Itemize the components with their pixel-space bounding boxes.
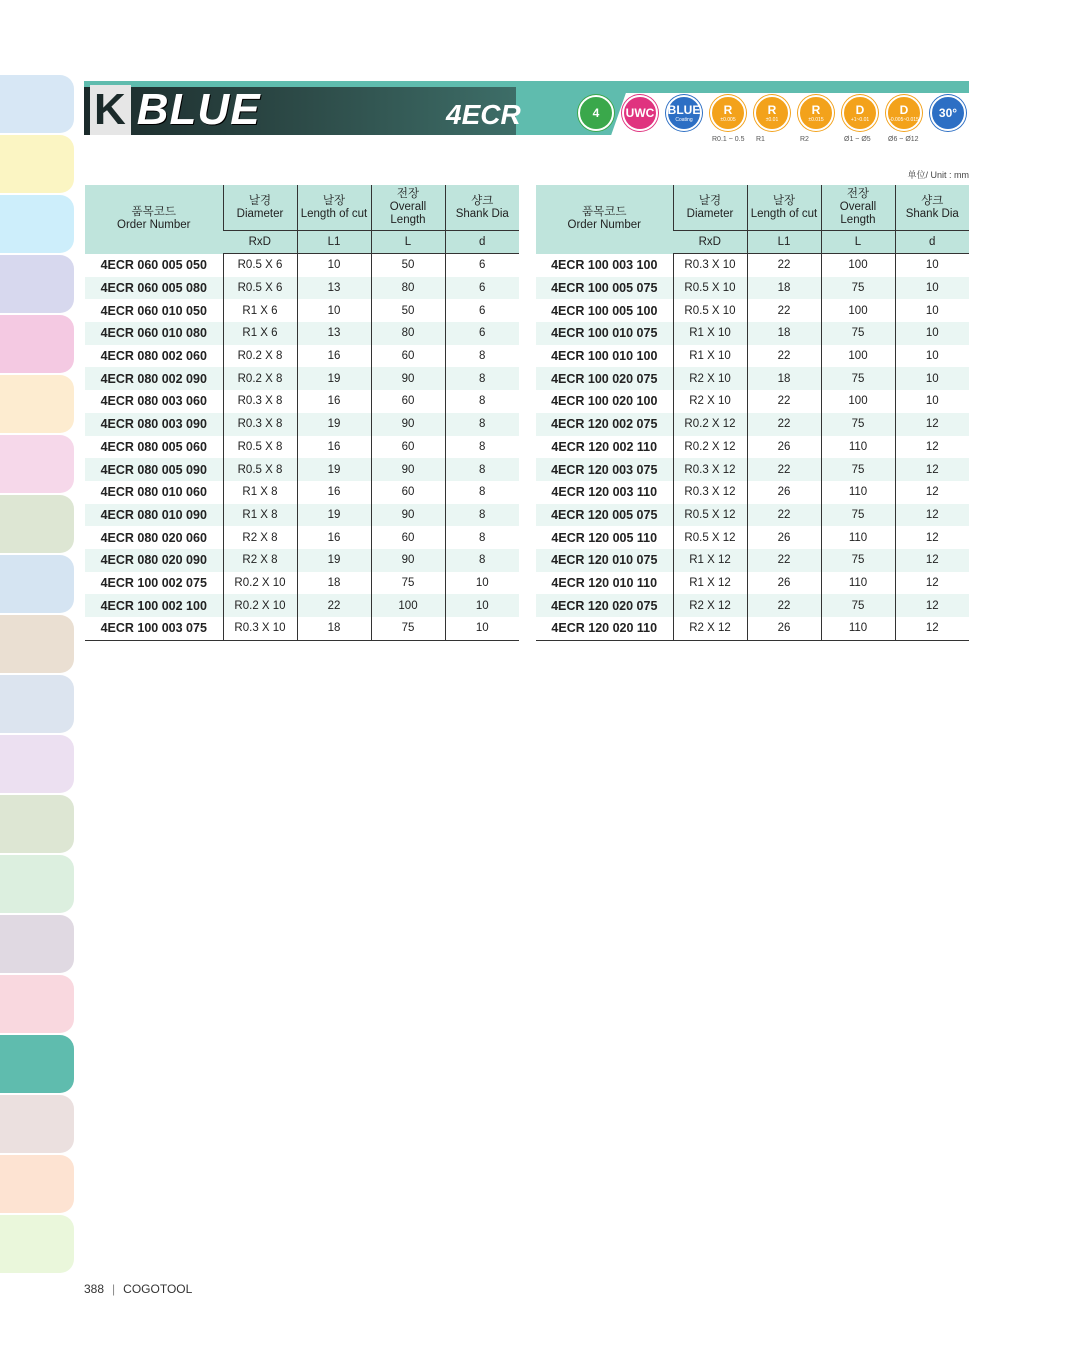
table-cell: 75 (821, 413, 895, 436)
table-cell: 22 (747, 549, 821, 572)
brand-word: BLUE (136, 85, 261, 134)
table-cell: 60 (371, 436, 445, 459)
page-number: 388 (84, 1282, 105, 1296)
table-cell: R0.2 X 12 (673, 413, 747, 436)
table-cell: 12 (895, 481, 969, 504)
order-number-header: 품목코드 Order Number (85, 185, 223, 254)
table-cell: 50 (371, 299, 445, 322)
table-cell: 19 (297, 504, 371, 527)
side-tab (0, 1215, 74, 1273)
table-cell: 80 (371, 277, 445, 300)
order-number-cell: 4ECR 120 005 110 (551, 530, 658, 545)
side-tab (0, 555, 74, 613)
table-row (85, 481, 519, 504)
shank-dia-symbol: d (895, 231, 969, 254)
table-cell: 6 (445, 277, 519, 300)
length-of-cut-symbol: L1 (747, 231, 821, 254)
table-cell: 22 (747, 299, 821, 322)
table-cell: 22 (747, 504, 821, 527)
table-row (85, 390, 519, 413)
table-cell: 19 (297, 413, 371, 436)
order-number-cell: 4ECR 120 003 110 (551, 485, 658, 500)
spec-table-left-body (85, 254, 519, 641)
order-number-cell: 4ECR 080 010 090 (85, 504, 223, 527)
table-row (536, 345, 969, 368)
side-tab (0, 1095, 74, 1153)
table-cell: 60 (371, 390, 445, 413)
order-number-cell: 4ECR 080 005 060 (100, 439, 207, 454)
table-cell: 26 (747, 617, 821, 640)
table-cell: R0.3 X 12 (673, 458, 747, 481)
table-cell: 8 (445, 481, 519, 504)
side-tab (0, 315, 74, 373)
table-row (85, 504, 519, 527)
table-cell: 8 (445, 436, 519, 459)
table-cell: 19 (297, 367, 371, 390)
table-cell: R2 X 10 (673, 367, 747, 390)
table-row (85, 345, 519, 368)
table-cell: R0.3 X 12 (673, 481, 747, 504)
table-cell: 75 (821, 277, 895, 300)
table-cell: R0.5 X 12 (673, 504, 747, 527)
feature-badge: BLUE Coating (666, 95, 702, 131)
order-number-cell: 4ECR 100 020 100 (551, 394, 658, 409)
side-tab (0, 675, 74, 733)
table-cell: 12 (895, 436, 969, 459)
table-cell: 12 (895, 549, 969, 572)
table-cell: 110 (821, 436, 895, 459)
table-cell: R2 X 8 (223, 526, 297, 549)
table-row (536, 617, 969, 640)
table-cell: 16 (297, 481, 371, 504)
table-row (536, 549, 969, 572)
table-cell: 12 (895, 572, 969, 595)
length-of-cut-symbol: L1 (297, 231, 371, 254)
badge-caption: Ø6 ~ Ø12 (888, 136, 919, 143)
table-cell: 26 (747, 436, 821, 459)
table-row (85, 458, 519, 481)
table-row (536, 299, 969, 322)
shank-dia-symbol: d (445, 231, 519, 254)
table-cell: R2 X 12 (673, 617, 747, 640)
side-tab (0, 375, 74, 433)
table-cell: R2 X 10 (673, 390, 747, 413)
table-row (85, 413, 519, 436)
overall-length-header: 전장 Overall Length (821, 185, 895, 231)
side-tab (0, 495, 74, 553)
table-cell: 110 (821, 617, 895, 640)
table-cell: 18 (297, 572, 371, 595)
side-tab-strip (0, 75, 74, 1275)
order-number-cell: 4ECR 060 005 080 (85, 277, 223, 300)
feature-badge: R ±0.01 (754, 95, 790, 131)
table-row (536, 367, 969, 390)
order-number-cell: 4ECR 100 003 100 (551, 258, 658, 273)
table-cell: 16 (297, 526, 371, 549)
order-number-cell: 4ECR 120 010 110 (551, 575, 658, 590)
side-tab (0, 75, 74, 133)
table-cell: R0.5 X 10 (673, 299, 747, 322)
order-number-cell: 4ECR 120 020 110 (536, 617, 673, 640)
order-number-cell: 4ECR 100 005 100 (551, 303, 658, 318)
table-cell: 8 (445, 413, 519, 436)
table-cell: R1 X 8 (223, 504, 297, 527)
table-cell: 10 (297, 299, 371, 322)
table-cell: 10 (445, 572, 519, 595)
table-cell: 90 (371, 367, 445, 390)
table-cell: 8 (445, 504, 519, 527)
table-cell: 10 (895, 322, 969, 345)
table-cell: 75 (821, 322, 895, 345)
side-tab (0, 1155, 74, 1213)
diameter-header: 날경 Diameter (223, 185, 297, 231)
badge-caption: R0.1 ~ 0.5 (712, 136, 745, 143)
order-number-cell: 4ECR 120 020 075 (536, 594, 673, 617)
order-number-cell: 4ECR 100 010 075 (536, 322, 673, 345)
side-tab (0, 795, 74, 853)
table-row (85, 436, 519, 459)
table-cell: R1 X 12 (673, 572, 747, 595)
table-cell: 18 (297, 617, 371, 640)
table-cell: 18 (747, 277, 821, 300)
length-of-cut-header: 날장 Length of cut (297, 185, 371, 231)
table-cell: 12 (895, 526, 969, 549)
table-cell: 90 (371, 504, 445, 527)
order-number-cell: 4ECR 120 005 075 (536, 504, 673, 527)
order-number-cell: 4ECR 080 003 060 (100, 394, 207, 409)
table-cell: 8 (445, 367, 519, 390)
table-cell: 22 (747, 254, 821, 277)
table-cell: 13 (297, 277, 371, 300)
table-cell: 75 (371, 572, 445, 595)
table-cell: 16 (297, 390, 371, 413)
table-cell: 90 (371, 549, 445, 572)
table-row (536, 526, 969, 549)
table-cell: 75 (821, 458, 895, 481)
table-cell: 110 (821, 526, 895, 549)
order-number-cell: 4ECR 120 010 075 (536, 549, 673, 572)
feature-badge: D +1~0.01 (842, 95, 878, 131)
side-tab (0, 615, 74, 673)
table-cell: R1 X 12 (673, 549, 747, 572)
side-tab (0, 135, 74, 193)
overall-length-header: 전장 Overall Length (371, 185, 445, 231)
table-cell: 22 (747, 413, 821, 436)
shank-dia-header: 샹크 Shank Dia (445, 185, 519, 231)
table-cell: 110 (821, 481, 895, 504)
badge-caption: Ø1 ~ Ø5 (844, 136, 871, 143)
table-cell: R0.3 X 8 (223, 413, 297, 436)
order-number-cell: 4ECR 120 002 110 (551, 439, 658, 454)
table-cell: 10 (895, 345, 969, 368)
side-tab (0, 915, 74, 973)
order-number-cell: 4ECR 060 005 050 (100, 258, 207, 273)
table-row (85, 367, 519, 390)
order-number-cell: 4ECR 100 010 100 (551, 349, 658, 364)
order-number-cell: 4ECR 060 010 080 (85, 322, 223, 345)
feature-badge: R ±0.015 (798, 95, 834, 131)
order-number-cell: 4ECR 100 020 075 (536, 367, 673, 390)
page-footer: 388 | COGOTOOL (84, 1282, 193, 1296)
table-cell: R0.5 X 10 (673, 277, 747, 300)
table-cell: R1 X 10 (673, 345, 747, 368)
table-cell: 12 (895, 458, 969, 481)
table-cell: 10 (895, 367, 969, 390)
table-cell: 60 (371, 345, 445, 368)
table-cell: 8 (445, 345, 519, 368)
side-tab (0, 255, 74, 313)
table-row (536, 390, 969, 413)
table-cell: 16 (297, 436, 371, 459)
table-cell: 10 (297, 254, 371, 277)
feature-badge: UWC (622, 95, 658, 131)
footer-brand: COGOTOOL (123, 1282, 193, 1296)
table-cell: 13 (297, 322, 371, 345)
table-row (85, 572, 519, 595)
table-row (536, 572, 969, 595)
badge-caption: R2 (800, 136, 809, 143)
table-cell: R0.5 X 6 (223, 254, 297, 277)
table-cell: 22 (747, 345, 821, 368)
feature-badge: 4 (578, 95, 614, 131)
order-number-cell: 4ECR 080 020 060 (100, 530, 207, 545)
table-cell: 22 (297, 594, 371, 617)
table-cell: 16 (297, 345, 371, 368)
table-cell: R1 X 6 (223, 322, 297, 345)
table-cell: 60 (371, 481, 445, 504)
overall-length-symbol: L (371, 231, 445, 254)
table-row (536, 413, 969, 436)
table-row (85, 299, 519, 322)
spec-table-right (536, 185, 969, 641)
table-cell: 26 (747, 526, 821, 549)
table-cell: 80 (371, 322, 445, 345)
table-cell: 100 (821, 254, 895, 277)
order-number-cell: 4ECR 080 010 060 (100, 485, 207, 500)
brand-title (90, 85, 261, 135)
spec-table-right-body (536, 254, 969, 641)
table-row (85, 277, 519, 300)
table-cell: R0.5 X 8 (223, 458, 297, 481)
table-cell: 19 (297, 549, 371, 572)
table-row (536, 277, 969, 300)
table-cell: 8 (445, 526, 519, 549)
table-row (536, 322, 969, 345)
table-cell: 75 (821, 594, 895, 617)
table-cell: R2 X 8 (223, 549, 297, 572)
feature-badge: D -0.005~0.015 (886, 95, 922, 131)
side-tab (0, 855, 74, 913)
table-cell: 6 (445, 322, 519, 345)
table-cell: 22 (747, 594, 821, 617)
table-row (536, 594, 969, 617)
side-tab (0, 195, 74, 253)
table-cell: 19 (297, 458, 371, 481)
table-row (85, 617, 519, 640)
order-number-cell: 4ECR 120 002 075 (536, 413, 673, 436)
feature-badge: 30° (930, 95, 966, 131)
model-title: 4ECR (446, 99, 521, 130)
table-cell: R1 X 10 (673, 322, 747, 345)
table-row (536, 254, 969, 277)
table-cell: 8 (445, 549, 519, 572)
table-cell: 12 (895, 413, 969, 436)
side-tab (0, 975, 74, 1033)
table-cell: R0.3 X 10 (223, 617, 297, 640)
table-cell: 26 (747, 572, 821, 595)
table-cell: R0.5 X 6 (223, 277, 297, 300)
side-tab (0, 1035, 74, 1093)
table-cell: 75 (371, 617, 445, 640)
table-cell: 100 (371, 594, 445, 617)
table-cell: 6 (445, 254, 519, 277)
table-cell: R0.5 X 12 (673, 526, 747, 549)
table-cell: 75 (821, 549, 895, 572)
table-cell: R0.2 X 8 (223, 345, 297, 368)
table-cell: 22 (747, 458, 821, 481)
table-cell: 50 (371, 254, 445, 277)
table-cell: 60 (371, 526, 445, 549)
table-row (536, 481, 969, 504)
table-row (536, 458, 969, 481)
table-cell: 10 (895, 299, 969, 322)
table-cell: 110 (821, 572, 895, 595)
badge-caption: R1 (756, 136, 765, 143)
table-cell: 12 (895, 504, 969, 527)
table-cell: 8 (445, 390, 519, 413)
table-cell: 10 (445, 617, 519, 640)
table-row (536, 504, 969, 527)
table-cell: 100 (821, 390, 895, 413)
side-tab (0, 435, 74, 493)
table-cell: 22 (747, 390, 821, 413)
table-cell: 10 (895, 390, 969, 413)
table-row (85, 322, 519, 345)
brand-k: K (90, 85, 131, 135)
table-row (85, 549, 519, 572)
order-number-cell: 4ECR 100 002 075 (100, 575, 207, 590)
table-cell: 8 (445, 458, 519, 481)
diameter-symbol: RxD (673, 231, 747, 254)
length-of-cut-header: 날장 Length of cut (747, 185, 821, 231)
table-cell: 100 (821, 345, 895, 368)
table-cell: 18 (747, 322, 821, 345)
table-cell: R0.2 X 12 (673, 436, 747, 459)
table-cell: R0.2 X 8 (223, 367, 297, 390)
table-cell: R2 X 12 (673, 594, 747, 617)
order-number-cell: 4ECR 100 003 075 (85, 617, 223, 640)
side-tab (0, 735, 74, 793)
table-cell: 75 (821, 504, 895, 527)
table-row (85, 254, 519, 277)
table-cell: 26 (747, 481, 821, 504)
table-cell: R1 X 6 (223, 299, 297, 322)
table-cell: 75 (821, 367, 895, 390)
spec-table-left (85, 185, 519, 641)
order-number-cell: 4ECR 060 010 050 (100, 303, 207, 318)
table-cell: R0.2 X 10 (223, 572, 297, 595)
table-cell: 10 (895, 254, 969, 277)
table-row (85, 594, 519, 617)
table-cell: R0.3 X 10 (673, 254, 747, 277)
feature-badges (576, 95, 971, 147)
table-cell: 18 (747, 367, 821, 390)
table-cell: 10 (895, 277, 969, 300)
diameter-symbol: RxD (223, 231, 297, 254)
feature-badge: R ±0.005 (710, 95, 746, 131)
order-number-cell: 4ECR 080 005 090 (85, 458, 223, 481)
table-cell: R0.5 X 8 (223, 436, 297, 459)
order-number-cell: 4ECR 080 020 090 (85, 549, 223, 572)
order-number-cell: 4ECR 100 005 075 (536, 277, 673, 300)
table-cell: 90 (371, 413, 445, 436)
table-cell: R0.3 X 8 (223, 390, 297, 413)
unit-label: 单位/ Unit : mm (907, 170, 969, 180)
order-number-cell: 4ECR 100 002 100 (85, 594, 223, 617)
table-cell: 6 (445, 299, 519, 322)
order-number-cell: 4ECR 080 003 090 (85, 413, 223, 436)
order-number-cell: 4ECR 080 002 060 (100, 349, 207, 364)
table-cell: 100 (821, 299, 895, 322)
table-cell: R1 X 8 (223, 481, 297, 504)
order-number-cell: 4ECR 080 002 090 (85, 367, 223, 390)
table-row (536, 436, 969, 459)
table-row (85, 526, 519, 549)
table-cell: R0.2 X 10 (223, 594, 297, 617)
overall-length-symbol: L (821, 231, 895, 254)
table-cell: 10 (445, 594, 519, 617)
shank-dia-header: 샹크 Shank Dia (895, 185, 969, 231)
order-number-header: 품목코드 Order Number (536, 185, 673, 254)
table-cell: 90 (371, 458, 445, 481)
table-cell: 12 (895, 594, 969, 617)
order-number-cell: 4ECR 120 003 075 (536, 458, 673, 481)
diameter-header: 날경 Diameter (673, 185, 747, 231)
table-cell: 12 (895, 617, 969, 640)
